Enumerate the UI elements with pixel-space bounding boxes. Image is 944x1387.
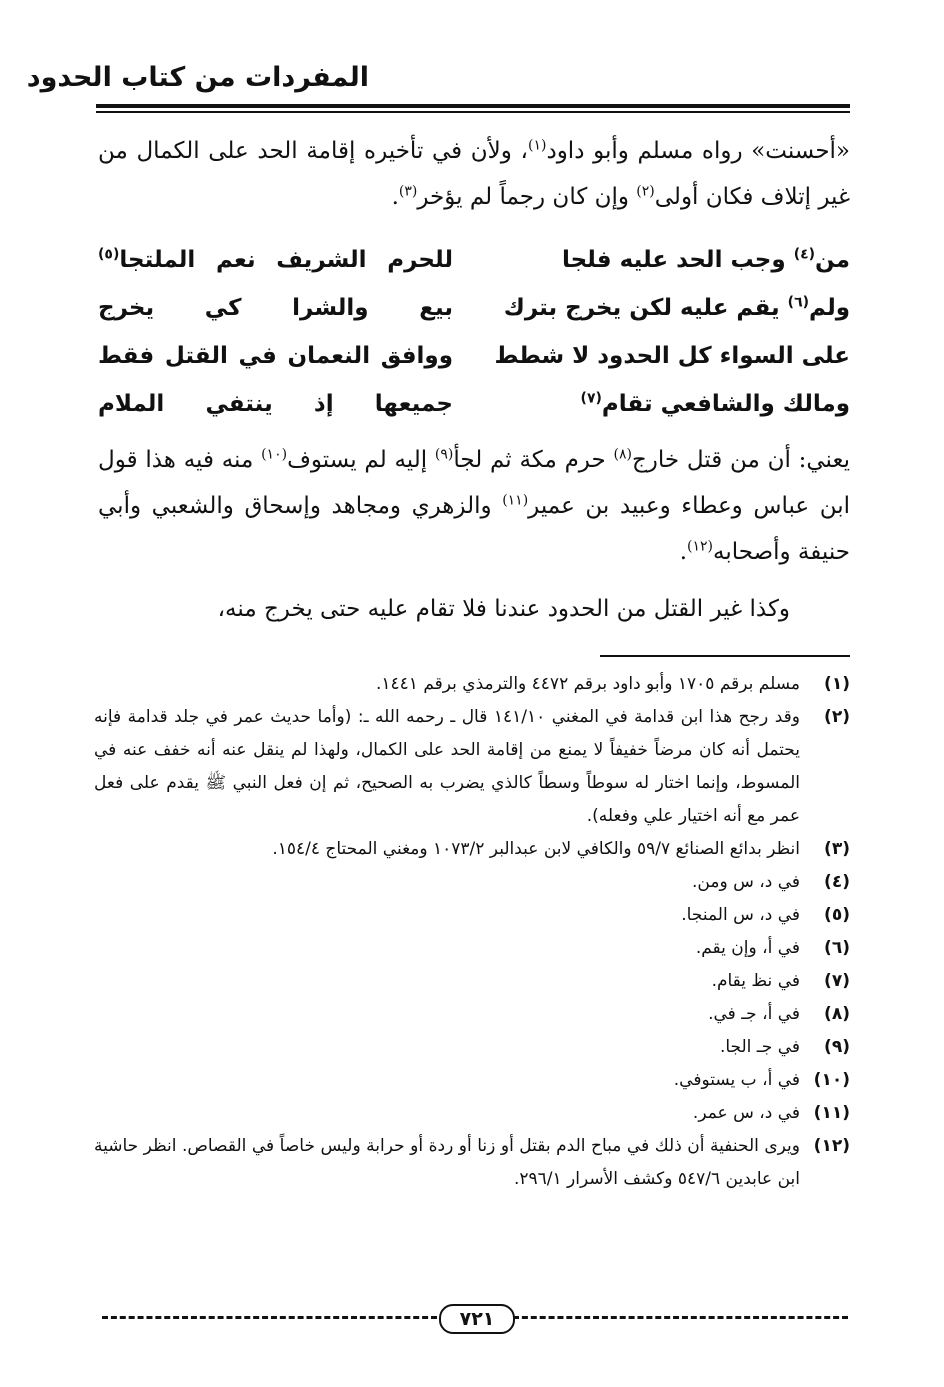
body-text: يعني: أن من قتل خارج [631,447,850,473]
footnote-text: مسلم برقم ١٧٠٥ وأبو داود برقم ٤٤٧٢ والترمذي برقم ١٤٤١. [376,674,800,694]
body-text: والزهري ومجاهد وإسحاق والشعبي وأبي حنيفة وأصحابه [98,493,850,565]
footnote-number: (٣) [824,839,850,859]
footnote-text: في أ، وإن يقم. [695,938,800,958]
body-text: إليه لم يستوف [287,447,435,473]
footnote-text: في د، س المنجا. [681,905,800,925]
explanation-paragraph [98,437,850,575]
continuation-paragraph [98,586,850,632]
footnote-ref[interactable]: (١٠) [261,446,288,463]
footnote-text: في أ، جـ في. [708,1004,800,1024]
footnote-number: (١) [824,674,850,694]
footnotes-list [94,668,850,1196]
footnote-ref[interactable]: (١) [527,137,547,154]
verse-first-hemistich: من$^{(٤)}$ وجب الحد عليه فلجا [561,246,850,273]
intro-text: وإن كان رجماً لم يؤخر [417,184,637,210]
page-footer [102,1304,848,1332]
footnote-ref[interactable]: (٩) [434,446,454,463]
footnote-ref[interactable]: (٣) [398,183,418,200]
footnote-number: (٩) [824,1037,850,1057]
footnote-ref[interactable]: (٧) [580,390,602,407]
footnote-item [94,866,850,899]
body-text: وكذا غير القتل من الحدود عندنا فلا تقام عليه حتى يخرج منه، [217,596,790,622]
footnote-item [94,1097,850,1130]
footnote-text: في د، س ومن. [692,872,800,892]
footnote-number: (٢) [824,707,850,727]
footnote-ref[interactable]: (٦) [787,294,810,311]
footnote-ref[interactable]: (٨) [613,446,632,463]
verse-first-hemistich: ومالك والشافعي تقام$^{(٧)}$ [580,390,850,417]
footnote-text: في د، س عمر. [692,1103,800,1123]
intro-paragraph [98,128,850,220]
verse-second-hemistich: ووافق النعمان في القتل فقط [98,343,453,369]
verse-line [98,284,850,332]
footnote-ref[interactable]: (٢) [636,183,655,200]
footnote-text: انظر بدائع الصنائع ٥٩/٧ والكافي لابن عبدالبر ١٠٧٣/٢ ومغني المحتاج ١٥٤/٤. [272,839,800,859]
verse-line [98,332,850,380]
header-rule-thick [96,104,850,108]
footnote-text: ويرى الحنفية أن ذلك في مباح الدم بقتل أو زنا أو ردة أو حرابة وليس خاصاً في القصاص. انظر حاشية ابن عابدين ٥٤٧/٦ وكشف الأسرار ٢٩٦/١. [94,1136,800,1189]
footnote-number: (٨) [824,1004,850,1024]
intro-text: ، ولأن في تأخيره إقامة الحد على الكمال من غير إتلاف فكان أولى [98,138,850,210]
footnote-item [94,701,850,833]
footnote-text: في جـ الجا. [719,1037,800,1057]
body-text: منه فيه هذا قول ابن عباس وعطاء وعبيد بن عمير [98,447,850,519]
footnote-item [94,1130,850,1196]
footnote-number: (١٢) [813,1136,850,1156]
poem-verses [98,236,850,428]
body-text: . [679,539,688,565]
running-header-title: المفردات من كتاب الحدود [26,62,369,93]
verse-second-hemistich: بيع والشرا كي يخرج [98,295,453,321]
footnote-separator [600,655,850,657]
footer-dashed-rule [102,1316,437,1319]
footnote-item [94,1031,850,1064]
footnote-number: (١٠) [813,1070,850,1090]
footnote-item [94,965,850,998]
footnote-number: (٤) [824,872,850,892]
verse-first-hemistich: على السواء كل الحدود لا شطط [494,343,850,369]
footnote-number: (١١) [813,1103,850,1123]
page-number: ٧٢١ [439,1304,515,1334]
footnote-ref[interactable]: (١٢) [687,538,713,555]
footer-dashed-rule [513,1316,848,1319]
footnote-text: وقد رجح هذا ابن قدامة في المغني ١٤١/١٠ قال ـ رحمه الله ـ: (وأما حديث عمر في جلد قدامة فإنه يحتمل أنه كان مرضاً خفيفاً لا يمنع من إقامة الحد على الكمال، ولهذا لم ينقل عنه أنه خفف عنه في المسوط، وإنما اختار له سوطاً وسطاً كالذي يضرب به الصحيح، ثم إن فعل النبي ﷺ يقدم على فعل عمر مع أنه اختيار علي وفعله). [94,707,800,826]
verse-line [98,380,850,428]
header-rule-thin [96,111,850,113]
footnote-ref[interactable]: (١١) [502,492,529,509]
footnote-text: في أ، ب يستوفي. [673,1070,800,1090]
body-text: حرم مكة ثم لجأ [453,447,614,473]
footnote-item [94,668,850,701]
footnote-item [94,1064,850,1097]
footnote-item [94,998,850,1031]
footnote-text: في نظ يقام. [711,971,800,991]
footnote-number: (٥) [824,905,850,925]
footnote-number: (٦) [824,938,850,958]
footnote-item [94,833,850,866]
intro-text: . [391,184,399,210]
footnote-ref[interactable]: (٥) [98,246,120,263]
intro-text: «أحسنت» رواه مسلم وأبو داود [546,138,851,164]
footnote-item [94,932,850,965]
footnote-number: (٧) [824,971,850,991]
verse-first-hemistich: ولم$^{(٦)}$ يقم عليه لكن يخرج بترك [503,294,850,321]
verse-second-hemistich: جميعها إذ ينتفي الملام [98,391,453,417]
footnote-ref[interactable]: (٤) [793,246,816,263]
verse-line [98,236,850,284]
verse-second-hemistich: للحرم الشريف نعم الملتجا$^{(٥)}$ [98,246,453,273]
footnote-item [94,899,850,932]
